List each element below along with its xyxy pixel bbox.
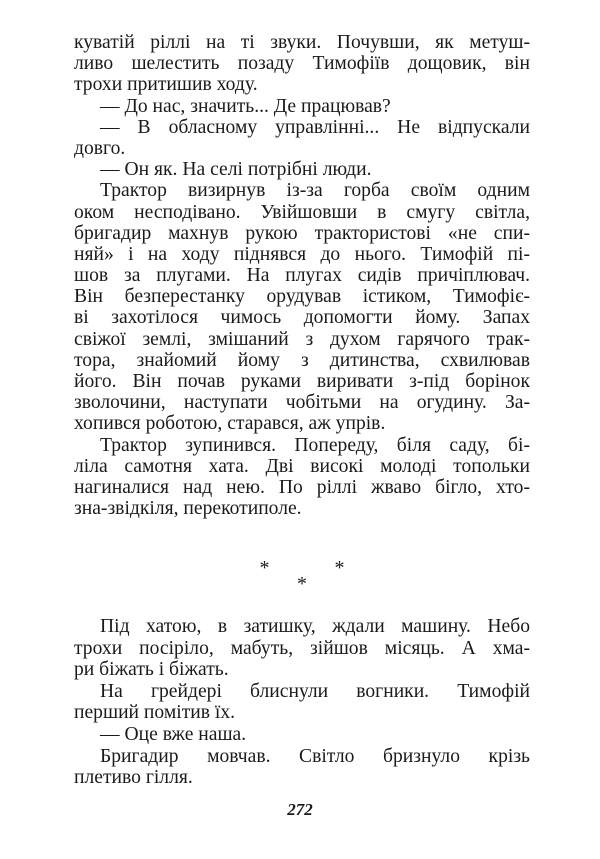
text-line: няй» і на ходу піднявся до нього. Тимофій пі- [74, 243, 530, 265]
text-line: Трактор зупинився. Попереду, біля саду, бі- [100, 434, 530, 456]
text-line: ри біжать і біжать. [74, 659, 229, 681]
text-block-second [74, 616, 530, 789]
text-line: свіжої землі, змішаний з духом гарячого трак- [74, 328, 530, 350]
text-line: трохи посіріло, мабуть, зійшов місяць. А хма- [74, 637, 530, 659]
text-line: На грейдері блиснули вогники. Тимофій [100, 680, 530, 702]
text-line: ліла самотня хата. Дві високі молоді топольки [74, 455, 530, 477]
text-line: ві захотілося чимось допомогти йому. Запах [74, 307, 530, 329]
asterism-top: * * [259, 557, 375, 579]
text-line: хопився роботою, старався, аж упрів. [74, 413, 386, 435]
text-line: тора, знайомий йому з дитинства, схвилював [74, 349, 530, 371]
text-line: довго. [74, 137, 126, 159]
text-line: — Оце вже наша. [100, 723, 247, 745]
text-line: шов за плугами. На плугах сидів причіплювач. [74, 265, 530, 287]
text-line: — До нас, значить... Де працював? [100, 95, 391, 117]
text-line: Під хатою, в затишку, ждали машину. Небо [100, 616, 530, 637]
text-line: нагиналися над нею. По ріллі жваво бігло, хто- [74, 476, 530, 498]
text-line: ливо шелестить позаду Тимофіїв дощовик, він [74, 53, 530, 75]
text-line: трохи притишив ходу. [74, 74, 258, 96]
text-line: оком несподівано. Увійшовши в смугу світла, [74, 201, 530, 223]
text-line: куватій ріллі на ті звуки. Почувши, як метуш- [74, 32, 530, 53]
text-line: плетиво гілля. [74, 767, 193, 789]
page-number: 272 [287, 800, 313, 819]
text-line: його. Він почав руками виривати з-під борінок [74, 371, 530, 392]
section-divider-asterism [74, 557, 530, 595]
text-line: — В обласному управлінні... Не відпускали [100, 116, 530, 138]
text-line: зволочини, наступати чобітьми на огудину. За- [74, 392, 530, 414]
text-line: Бригадир мовчав. Світло бризнуло крізь [100, 745, 530, 767]
text-line: — Он як. На селі потрібні люди. [100, 159, 372, 181]
text-line: бригадир махнув рукою трактористові «не спи- [74, 222, 530, 244]
asterism-bottom: * [297, 573, 307, 595]
text-line: Трактор визирнув із-за горба своїм одним [100, 180, 530, 202]
text-line: зна-звідкіля, перекотиполе. [74, 498, 302, 520]
text-line: Він безперестанку орудував істиком, Тимофіє- [74, 286, 530, 308]
text-line: перший помітив їх. [74, 702, 236, 724]
text-block-main [74, 32, 530, 519]
